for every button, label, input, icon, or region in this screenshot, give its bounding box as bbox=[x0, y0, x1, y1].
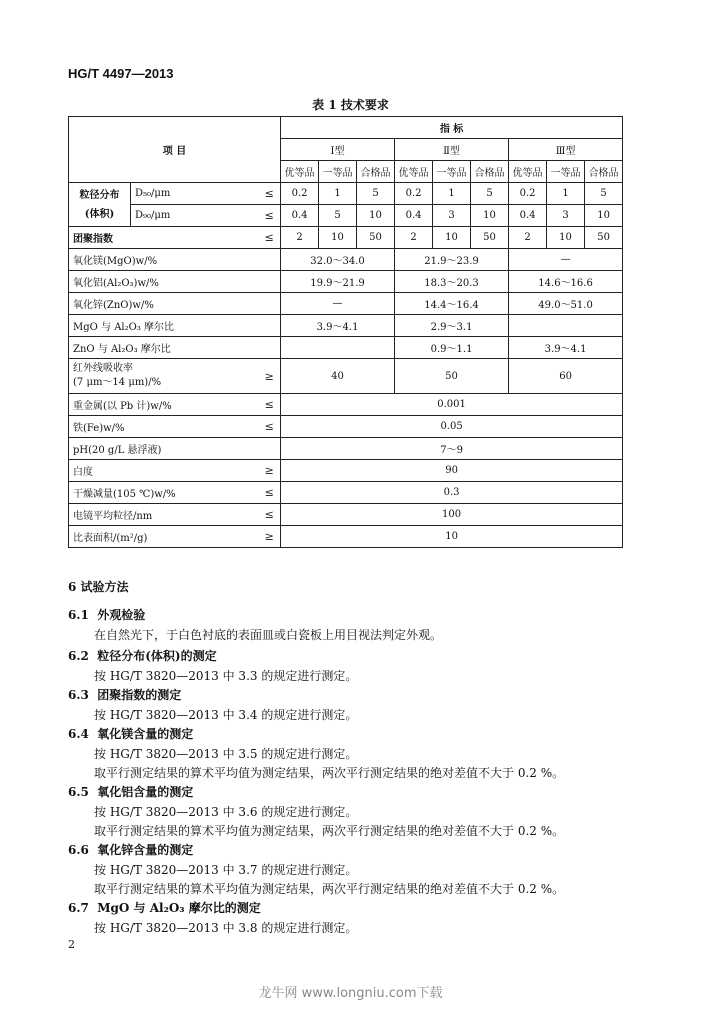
row-label: ZnO 与 Al₂O₃ 摩尔比 bbox=[69, 337, 259, 359]
cell: 5 bbox=[357, 183, 395, 205]
row-label: 干燥减量(105 ℃)w/% bbox=[69, 482, 259, 504]
cell: 7～9 bbox=[281, 438, 623, 460]
particle-group-line2: (体积) bbox=[84, 208, 115, 220]
grade: 合格品 bbox=[357, 161, 395, 183]
cell: 60 bbox=[509, 359, 623, 394]
watermark: 龙牛网 www.longniu.com下载 bbox=[258, 986, 443, 1001]
section-title: 6 试验方法 bbox=[68, 580, 129, 594]
cell: 0.2 bbox=[509, 183, 547, 205]
header-index: 指 标 bbox=[281, 117, 623, 139]
cell: 90 bbox=[281, 460, 623, 482]
cell: 10 bbox=[433, 227, 471, 249]
row-symbol bbox=[259, 438, 281, 460]
grade: 一等品 bbox=[547, 161, 585, 183]
cell: 3 bbox=[433, 205, 471, 227]
subsection-number: 6.2 bbox=[68, 649, 89, 663]
cell: 40 bbox=[281, 359, 395, 394]
row-label: pH(20 g/L 悬浮液) bbox=[69, 438, 259, 460]
row-symbol: ≥ bbox=[259, 460, 281, 482]
cell: 50 bbox=[395, 359, 509, 394]
ir-label-line1: 红外线吸收率 bbox=[73, 363, 133, 374]
subsection-number: 6.7 bbox=[68, 901, 89, 915]
subsection-6-3 bbox=[68, 686, 181, 703]
cell: 100 bbox=[281, 504, 623, 526]
grade: 合格品 bbox=[585, 161, 623, 183]
row-label: 团聚指数 bbox=[69, 227, 259, 249]
row-symbol bbox=[259, 337, 281, 359]
row-symbol: ≤ bbox=[259, 416, 281, 438]
row-symbol bbox=[259, 315, 281, 337]
grade: 一等品 bbox=[319, 161, 357, 183]
grade: 合格品 bbox=[471, 161, 509, 183]
cell: 0.4 bbox=[509, 205, 547, 227]
table-caption: 表 1 技术要求 bbox=[312, 98, 389, 112]
subsection-title: 团聚指数的测定 bbox=[97, 688, 182, 702]
particle-group-line1: 粒径分布 bbox=[79, 189, 120, 201]
paragraph: 按 HG/T 3820—2013 中 3.4 的规定进行测定。 bbox=[94, 708, 358, 722]
row-label: 比表面积/(m²/g) bbox=[69, 526, 259, 548]
cell: 14.6～16.6 bbox=[509, 271, 623, 293]
row-symbol: ≤ bbox=[259, 504, 281, 526]
row-symbol: ≥ bbox=[259, 526, 281, 548]
subsection-title: 粒径分布(体积)的测定 bbox=[97, 649, 217, 663]
cell: 0.3 bbox=[281, 482, 623, 504]
row-symbol: ≤ bbox=[259, 394, 281, 416]
row-symbol bbox=[259, 293, 281, 315]
paragraph: 按 HG/T 3820—2013 中 3.6 的规定进行测定。 bbox=[94, 805, 358, 819]
cell: 2 bbox=[509, 227, 547, 249]
cell: 1 bbox=[319, 183, 357, 205]
cell bbox=[509, 315, 623, 337]
row-label: 铁(Fe)w/% bbox=[69, 416, 259, 438]
cell: 0.001 bbox=[281, 394, 623, 416]
cell: — bbox=[509, 249, 623, 271]
paragraph: 取平行测定结果的算术平均值为测定结果，两次平行测定结果的绝对差值不大于 0.2 %。 bbox=[94, 824, 565, 838]
cell: 50 bbox=[471, 227, 509, 249]
grade: 优等品 bbox=[395, 161, 433, 183]
cell: 0.9～1.1 bbox=[395, 337, 509, 359]
cell: 19.9～21.9 bbox=[281, 271, 395, 293]
cell: 3.9～4.1 bbox=[281, 315, 395, 337]
cell: 2 bbox=[281, 227, 319, 249]
row-label: 重金属(以 Pb 计)w/% bbox=[69, 394, 259, 416]
cell: 14.4～16.4 bbox=[395, 293, 509, 315]
cell: 2 bbox=[395, 227, 433, 249]
cell: 50 bbox=[585, 227, 623, 249]
row-symbol bbox=[259, 249, 281, 271]
paragraph: 按 HG/T 3820—2013 中 3.5 的规定进行测定。 bbox=[94, 747, 358, 761]
cell: 5 bbox=[585, 183, 623, 205]
paragraph: 取平行测定结果的算术平均值为测定结果，两次平行测定结果的绝对差值不大于 0.2 %。 bbox=[94, 766, 565, 780]
subsection-title: 氧化镁含量的测定 bbox=[97, 727, 194, 741]
cell: 10 bbox=[585, 205, 623, 227]
paragraph: 按 HG/T 3820—2013 中 3.8 的规定进行测定。 bbox=[94, 921, 358, 935]
cell: 1 bbox=[547, 183, 585, 205]
paragraph: 按 HG/T 3820—2013 中 3.7 的规定进行测定。 bbox=[94, 863, 358, 877]
cell: 10 bbox=[357, 205, 395, 227]
subsection-6-7 bbox=[68, 899, 261, 916]
subsection-number: 6.1 bbox=[68, 608, 89, 622]
subsection-title: 氧化锌含量的测定 bbox=[97, 843, 194, 857]
cell: 0.4 bbox=[281, 205, 319, 227]
paragraph: 取平行测定结果的算术平均值为测定结果，两次平行测定结果的绝对差值不大于 0.2 %。 bbox=[94, 882, 565, 896]
row-label: MgO 与 Al₂O₃ 摩尔比 bbox=[69, 315, 259, 337]
cell: 0.4 bbox=[395, 205, 433, 227]
cell: 21.9～23.9 bbox=[395, 249, 509, 271]
subsection-6-1 bbox=[68, 606, 145, 623]
subsection-6-4 bbox=[68, 725, 193, 742]
row-label: 白度 bbox=[69, 460, 259, 482]
cell: 0.2 bbox=[281, 183, 319, 205]
grade: 优等品 bbox=[281, 161, 319, 183]
type-1: Ⅰ型 bbox=[281, 139, 395, 161]
cell: 10 bbox=[471, 205, 509, 227]
subsection-number: 6.5 bbox=[68, 785, 89, 799]
particle-group-label bbox=[69, 183, 131, 227]
subsection-6-2 bbox=[68, 647, 217, 664]
row-label: 氧化镁(MgO)w/% bbox=[69, 249, 259, 271]
cell: 0.2 bbox=[395, 183, 433, 205]
cell: 3.9～4.1 bbox=[509, 337, 623, 359]
grade: 一等品 bbox=[433, 161, 471, 183]
cell: 10 bbox=[281, 526, 623, 548]
cell: 0.05 bbox=[281, 416, 623, 438]
row-label bbox=[69, 359, 259, 394]
cell: 49.0～51.0 bbox=[509, 293, 623, 315]
subsection-title: MgO 与 Al₂O₃ 摩尔比的测定 bbox=[97, 901, 261, 915]
paragraph: 按 HG/T 3820—2013 中 3.3 的规定进行测定。 bbox=[94, 669, 358, 683]
cell: 50 bbox=[357, 227, 395, 249]
row-label: D₅₀/μm bbox=[131, 183, 259, 205]
cell: — bbox=[281, 293, 395, 315]
grade: 优等品 bbox=[509, 161, 547, 183]
row-symbol: ≤ bbox=[259, 205, 281, 227]
cell: 5 bbox=[319, 205, 357, 227]
row-symbol bbox=[259, 271, 281, 293]
cell: 10 bbox=[319, 227, 357, 249]
subsection-title: 氧化铝含量的测定 bbox=[97, 785, 194, 799]
row-label: 电镜平均粒径/nm bbox=[69, 504, 259, 526]
subsection-number: 6.6 bbox=[68, 843, 89, 857]
cell: 2.9～3.1 bbox=[395, 315, 509, 337]
cell bbox=[281, 337, 395, 359]
row-label: D₉₀/μm bbox=[131, 205, 259, 227]
row-label: 氧化铝(Al₂O₃)w/% bbox=[69, 271, 259, 293]
cell: 32.0～34.0 bbox=[281, 249, 395, 271]
row-symbol: ≤ bbox=[259, 482, 281, 504]
subsection-number: 6.4 bbox=[68, 727, 89, 741]
row-symbol: ≤ bbox=[259, 183, 281, 205]
row-symbol: ≥ bbox=[259, 359, 281, 394]
cell: 5 bbox=[471, 183, 509, 205]
page-number: 2 bbox=[68, 938, 75, 951]
cell: 18.3～20.3 bbox=[395, 271, 509, 293]
subsection-6-6 bbox=[68, 841, 193, 858]
row-label: 氧化锌(ZnO)w/% bbox=[69, 293, 259, 315]
cell: 1 bbox=[433, 183, 471, 205]
subsection-number: 6.3 bbox=[68, 688, 89, 702]
subsection-title: 外观检验 bbox=[97, 608, 146, 622]
row-symbol: ≤ bbox=[259, 227, 281, 249]
document-header: HG/T 4497—2013 bbox=[68, 66, 174, 81]
paragraph: 在自然光下，于白色衬底的表面皿或白瓷板上用目视法判定外观。 bbox=[94, 628, 443, 642]
cell: 10 bbox=[547, 227, 585, 249]
type-2: Ⅱ型 bbox=[395, 139, 509, 161]
type-3: Ⅲ型 bbox=[509, 139, 623, 161]
cell: 3 bbox=[547, 205, 585, 227]
ir-label-line2: (7 μm～14 μm)/% bbox=[73, 377, 162, 388]
header-item: 项 目 bbox=[69, 117, 281, 183]
technical-requirements-table bbox=[68, 116, 623, 548]
subsection-6-5 bbox=[68, 783, 193, 800]
